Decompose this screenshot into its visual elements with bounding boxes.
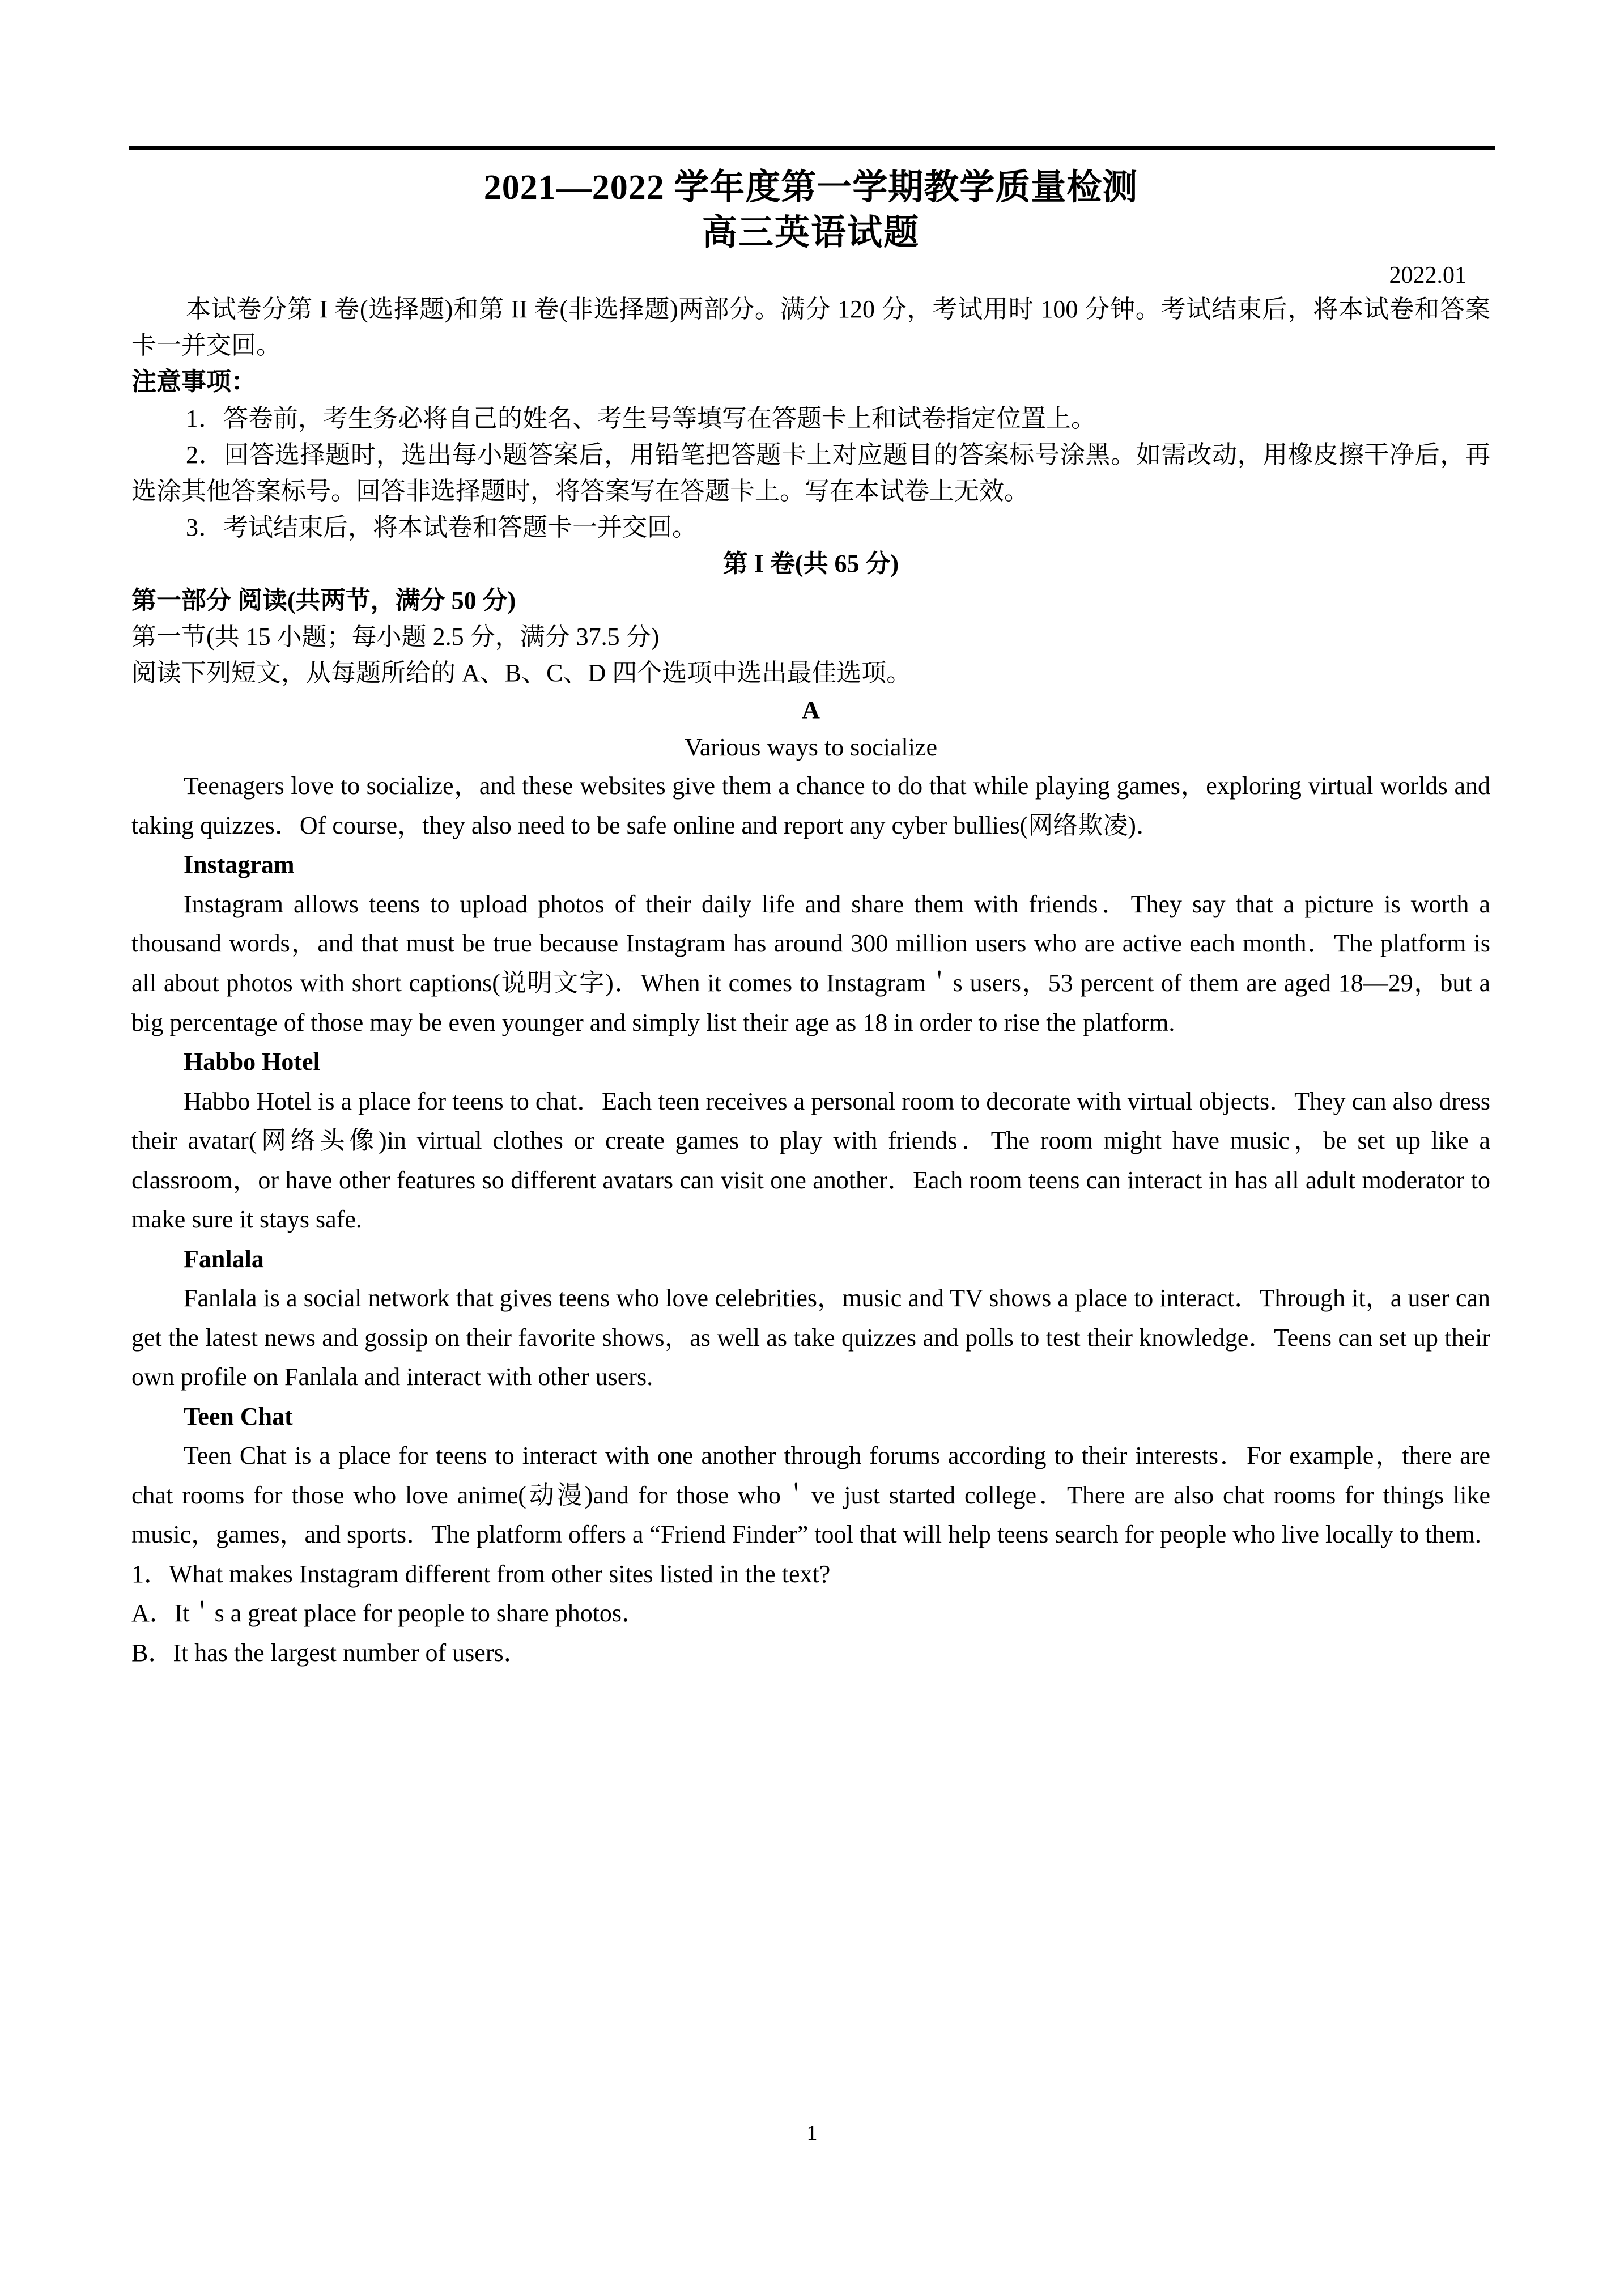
passage-section-body-instagram: Instagram allows teens to upload photos of their daily life and share them with friends．They say that a picture is worth a thousand words，and that must be true because Instagram has around 300 million users who are active each month．The platform is all about photos with short captions(说明文字)．When it comes to Instagram＇s users，53 percent of them are aged 18—29，but a big percentage of those may be even younger and simply list their age as 18 in order to rise the platform. — [131, 890, 1490, 1036]
passage-section-heading-instagram: Instagram — [184, 851, 295, 879]
passage-section-body-fanlala: Fanlala is a social network that gives teens who love celebrities，music and TV shows a place to interact．Through it，a user can get the latest news and gossip on their favorite shows，as well as take quizzes and polls to test their knowledge．Teens can set up their own profile on Fanlala and interact with other users. — [131, 1284, 1490, 1391]
passage-section-body-habbo-hotel: Habbo Hotel is a place for teens to chat．Each teen receives a personal room to decorate with virtual objects．They can also dress their avatar(网络头像)in virtual clothes or create games to play with friends．The room might have music，be set up like a classroom，or have other features so different avatars can visit one another．Each room teens can interact in has all adult moderator to make sure it stays safe. — [131, 1087, 1490, 1234]
passage-section-heading-teen-chat: Teen Chat — [184, 1402, 293, 1430]
volume-heading: 第 I 卷(共 65 分) — [722, 550, 899, 578]
section-one-heading: 第一节(共 15 小题；每小题 2.5 分，满分 37.5 分) — [131, 622, 660, 651]
note-item-2: 2．回答选择题时，选出每小题答案后，用铅笔把答题卡上对应题目的答案标号涂黑。如需改动，用橡皮擦干净后，再选涂其他答案标号。回答非选择题时，将答案写在答题卡上。写在本试卷上无效。 — [131, 440, 1490, 505]
page-content — [131, 164, 1490, 1672]
exam-date: 2022.01 — [1389, 262, 1466, 289]
note-item-3: 3．考试结束后，将本试卷和答题卡一并交回。 — [186, 513, 697, 542]
header-divider-rule — [129, 146, 1495, 150]
passage-title: Various ways to socialize — [685, 733, 937, 762]
preamble-line: 本试卷分第 I 卷(选择题)和第 II 卷(非选择题)两部分。满分 120 分，考试用时 100 分钟。考试结束后，将本试卷和答案卡一并交回。 — [131, 295, 1490, 360]
question-1-option-a[interactable]: A．It＇s a great place for people to share photos． — [131, 1599, 647, 1628]
passage-section-heading-fanlala: Fanlala — [184, 1244, 264, 1273]
page-subtitle: 高三英语试题 — [702, 213, 920, 252]
question-1-stem: 1．What makes Instagram different from other sites listed in the text? — [131, 1560, 831, 1588]
question-1-option-b[interactable]: B．It has the largest number of users． — [131, 1638, 529, 1667]
page-title: 2021—2022 学年度第一学期教学质量检测 — [483, 168, 1138, 207]
page-number: 1 — [806, 2121, 818, 2145]
part-one-heading: 第一部分 阅读(共两节，满分 50 分) — [131, 586, 516, 614]
section-one-instruction: 阅读下列短文，从每题所给的 A、B、C、D 四个选项中选出最佳选项。 — [131, 659, 912, 687]
passage-section-body-teen-chat: Teen Chat is a place for teens to interact with one another through forums according to their interests．For example，there are chat rooms for those who love anime(动漫)and for those who＇ve just started college．There are also chat rooms for things like music，games，and sports．The platform offers a “Friend Finder” tool that will help teens search for people who live locally to them. — [131, 1442, 1490, 1549]
passage-letter-a: A — [802, 696, 820, 724]
note-item-1: 1．答卷前，考生务必将自己的姓名、考生号等填写在答题卡上和试卷指定位置上。 — [186, 404, 1096, 432]
passage-section-heading-habbo-hotel: Habbo Hotel — [184, 1048, 320, 1076]
notes-heading: 注意事项： — [131, 368, 256, 396]
passage-intro-paragraph: Teenagers love to socialize，and these websites give them a chance to do that while playing games，exploring virtual worlds and taking quizzes．Of course，they also need to be safe online and report any cyber bullies(网络欺凌)． — [131, 772, 1490, 839]
